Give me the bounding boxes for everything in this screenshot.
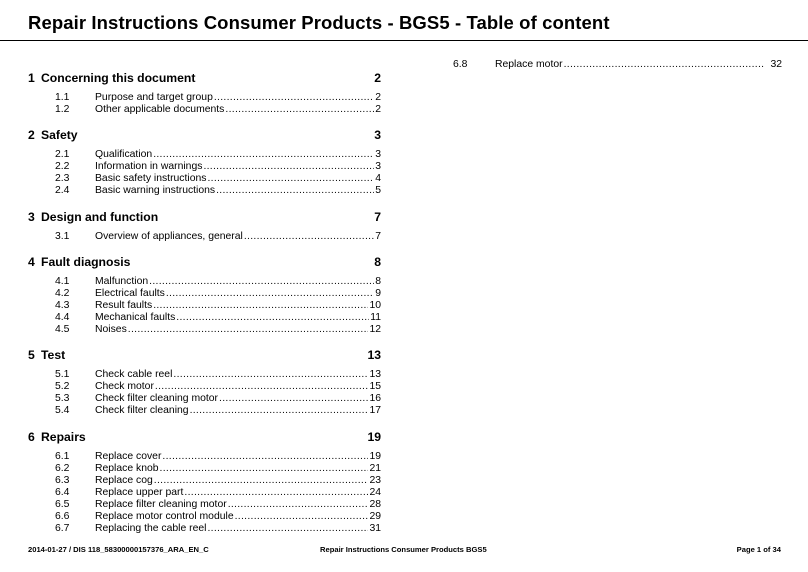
toc-entry-number: 2.2 — [55, 161, 70, 173]
toc-entry-number: 2.3 — [55, 173, 70, 185]
toc-entry-title: Purpose and target group — [95, 92, 213, 103]
toc-entry[interactable] — [28, 288, 381, 300]
toc-entry-page: 11 — [370, 311, 381, 323]
toc-entry-title: Overview of appliances, general — [95, 230, 243, 242]
toc-entry-page: 9 — [375, 287, 381, 299]
header-divider — [0, 40, 808, 41]
toc-entry[interactable] — [28, 451, 381, 463]
toc-entry-leader — [128, 324, 369, 336]
toc-entry-title: Check filter cleaning motor — [95, 393, 219, 405]
toc-section-title: Safety — [41, 128, 78, 143]
toc-entry-title: Basic safety instructions — [95, 173, 207, 185]
toc-entry-leader — [207, 523, 368, 535]
toc-entry-page: 29 — [369, 510, 381, 522]
footer-doc-id: 2014-01-27 / DIS 118_58300000157376_ARA_EN_C — [28, 545, 209, 554]
toc-section-title: Test — [41, 348, 66, 363]
toc-entry-page: 4 — [375, 173, 381, 185]
toc-entry-leader — [176, 312, 369, 324]
page-title: Repair Instructions Consumer Products - BGS5 - Table of content — [28, 12, 610, 33]
toc-section-heading[interactable] — [28, 429, 381, 445]
toc-section-title: Fault diagnosis — [41, 254, 131, 269]
toc-entry-title: Information in warnings — [95, 161, 203, 173]
toc-entry[interactable] — [28, 381, 381, 393]
toc-section-heading[interactable] — [28, 254, 381, 270]
toc-entry-number: 6.3 — [55, 474, 70, 486]
toc-entry-page: 2 — [375, 92, 381, 103]
toc-entry-page: 7 — [375, 230, 381, 242]
toc-section-label — [28, 429, 86, 445]
toc-entry-number: 1.2 — [55, 104, 70, 116]
toc-section-number: 6 — [28, 429, 35, 444]
toc-entry-leader — [203, 161, 374, 173]
toc-entry[interactable] — [28, 523, 381, 535]
toc-entry-number: 5.4 — [55, 405, 70, 417]
toc-entry-leader — [244, 231, 374, 243]
toc-entry-leader — [214, 92, 374, 104]
toc-entry-leader — [219, 393, 368, 405]
toc-entry[interactable] — [28, 231, 381, 243]
toc-entry-title: Qualification — [95, 149, 153, 161]
toc-entry-title: Check filter cleaning — [95, 405, 189, 417]
toc-section-title: Design and function — [41, 209, 159, 224]
toc-entry-number: 6.4 — [55, 486, 70, 498]
toc-section-page: 3 — [374, 128, 381, 143]
toc-entry-number: 6.2 — [55, 462, 70, 474]
toc-entry[interactable] — [28, 185, 381, 197]
toc-entry-number: 5.2 — [55, 381, 70, 393]
toc-entry-page: 16 — [369, 393, 381, 405]
toc-section-label — [28, 209, 158, 225]
toc-entry[interactable] — [28, 161, 381, 173]
toc-entry-title: Electrical faults — [95, 287, 165, 299]
toc-entry-title: Replace cover — [95, 450, 162, 462]
toc-entry-title: Malfunction — [95, 275, 149, 287]
toc-entry-page: 28 — [369, 498, 381, 510]
toc-entry-leader — [225, 104, 374, 116]
toc-entry-leader — [235, 511, 369, 523]
toc-entry-page: 17 — [369, 405, 381, 417]
toc-entry-leader — [154, 475, 369, 487]
toc-entry-title: Check cable reel — [95, 369, 173, 381]
toc-entry-number: 5.1 — [55, 369, 70, 381]
toc-entry-page: 23 — [369, 474, 381, 486]
toc-entry-title: Result faults — [95, 299, 153, 311]
toc-entry-number: 3.1 — [55, 230, 70, 242]
toc-entry-leader — [216, 185, 374, 197]
toc-entry-leader — [228, 499, 369, 511]
toc-entry[interactable] — [28, 487, 381, 499]
toc-entry[interactable] — [28, 511, 381, 523]
toc-entry-page: 2 — [375, 104, 381, 116]
toc-entry-number: 4.3 — [55, 299, 70, 311]
toc-section-page: 8 — [374, 254, 381, 269]
toc-entry-number: 2.1 — [55, 149, 70, 161]
toc-entry[interactable] — [28, 405, 381, 417]
toc-section-heading[interactable] — [28, 70, 381, 86]
toc-entry[interactable] — [28, 276, 381, 288]
toc-entry-title: Replace motor control module — [95, 510, 234, 522]
toc-entry-title: Replacing the cable reel — [95, 523, 207, 535]
toc-entry-leader — [207, 173, 374, 185]
toc-entry-page: 3 — [375, 149, 381, 161]
toc-section-number: 4 — [28, 254, 35, 269]
toc-section-page: 2 — [374, 71, 381, 85]
toc-entry-leader — [173, 369, 368, 381]
toc-section-heading[interactable] — [28, 347, 381, 363]
toc-entry-page: 24 — [369, 486, 381, 498]
toc-entry-leader — [184, 487, 368, 499]
toc-entry[interactable] — [28, 499, 381, 511]
toc-entry-page: 5 — [375, 185, 381, 197]
toc-section-title: Concerning this document — [41, 71, 196, 85]
toc-entry-leader — [155, 381, 369, 393]
toc-entry-title: Replace filter cleaning motor — [95, 498, 227, 510]
toc-entry-number: 5.3 — [55, 393, 70, 405]
toc-entry[interactable] — [28, 312, 381, 324]
toc-entry-number: 6.6 — [55, 510, 70, 522]
toc-entry-number: 2.4 — [55, 185, 70, 197]
toc-entry-leader — [153, 149, 374, 161]
toc-entry[interactable] — [28, 369, 381, 381]
toc-section-number: 3 — [28, 209, 35, 224]
toc-entry-page: 3 — [375, 161, 381, 173]
toc-entry-page: 31 — [369, 523, 381, 535]
toc-entry-title: Other applicable documents — [95, 104, 225, 116]
toc-entry-title: Replace cog — [95, 474, 153, 486]
toc-section-page: 19 — [367, 429, 381, 444]
toc-entry-title: Check motor — [95, 381, 154, 393]
toc-entry-page: 12 — [369, 324, 381, 336]
toc-entry-number: 4.2 — [55, 287, 70, 299]
toc-entry[interactable] — [453, 59, 782, 71]
toc-section-title: Repairs — [41, 429, 86, 444]
toc-entry-leader — [153, 300, 368, 312]
toc-section-page: 7 — [374, 209, 381, 224]
toc-entry[interactable] — [28, 149, 381, 161]
page-footer — [28, 545, 781, 554]
toc-entry-title: Replace motor — [495, 59, 563, 70]
toc-entry-number: 6.8 — [453, 59, 468, 70]
toc-entry-number: 4.1 — [55, 275, 70, 287]
toc-entry-title: Mechanical faults — [95, 311, 176, 323]
toc-entry-number: 6.5 — [55, 498, 70, 510]
toc-left-column — [28, 70, 381, 546]
toc-section-number: 1 — [28, 71, 35, 85]
toc-section-number: 5 — [28, 348, 35, 363]
toc-section-heading[interactable] — [28, 209, 381, 225]
toc-entry-page: 15 — [369, 381, 381, 393]
toc-section-label — [28, 127, 78, 143]
toc-section-label — [28, 347, 65, 363]
footer-doc-title: Repair Instructions Consumer Products BGS5 — [320, 545, 487, 554]
toc-entry-page: 8 — [375, 275, 381, 287]
toc-right-column — [453, 59, 782, 71]
toc-section-label — [28, 70, 195, 86]
toc-entry-page: 10 — [369, 299, 381, 311]
toc-entry-leader — [162, 451, 368, 463]
toc-entry-page: 32 — [770, 59, 782, 70]
toc-entry[interactable] — [28, 92, 381, 104]
toc-entry-title: Noises — [95, 324, 127, 336]
toc-entry-number: 6.7 — [55, 523, 70, 535]
toc-entry[interactable] — [28, 393, 381, 405]
toc-entry-leader — [160, 463, 369, 475]
toc-entry-title: Basic warning instructions — [95, 185, 216, 197]
toc-entry-page: 21 — [369, 462, 381, 474]
toc-entry-title: Replace upper part — [95, 486, 184, 498]
toc-entry[interactable] — [28, 463, 381, 475]
toc-entry-leader — [190, 405, 369, 417]
toc-entry[interactable] — [28, 173, 381, 185]
toc-section-page: 13 — [367, 348, 381, 363]
toc-entry[interactable] — [28, 475, 381, 487]
toc-entry-leader — [564, 59, 766, 71]
toc-entry-page: 19 — [369, 450, 381, 462]
toc-entry-number: 1.1 — [55, 92, 70, 103]
toc-entry-page: 13 — [369, 369, 381, 381]
toc-section-label — [28, 254, 130, 270]
footer-page-info: Page 1 of 34 — [736, 545, 781, 554]
toc-entry[interactable] — [28, 104, 381, 116]
toc-section-number: 2 — [28, 128, 35, 143]
toc-entry-title: Replace knob — [95, 462, 159, 474]
toc-entry[interactable] — [28, 300, 381, 312]
toc-entry-leader — [149, 276, 374, 288]
toc-entry-number: 6.1 — [55, 450, 70, 462]
toc-entry-number: 4.4 — [55, 311, 70, 323]
toc-section-heading[interactable] — [28, 127, 381, 143]
toc-entry[interactable] — [28, 324, 381, 336]
toc-entry-number: 4.5 — [55, 324, 70, 336]
toc-entry-leader — [166, 288, 374, 300]
